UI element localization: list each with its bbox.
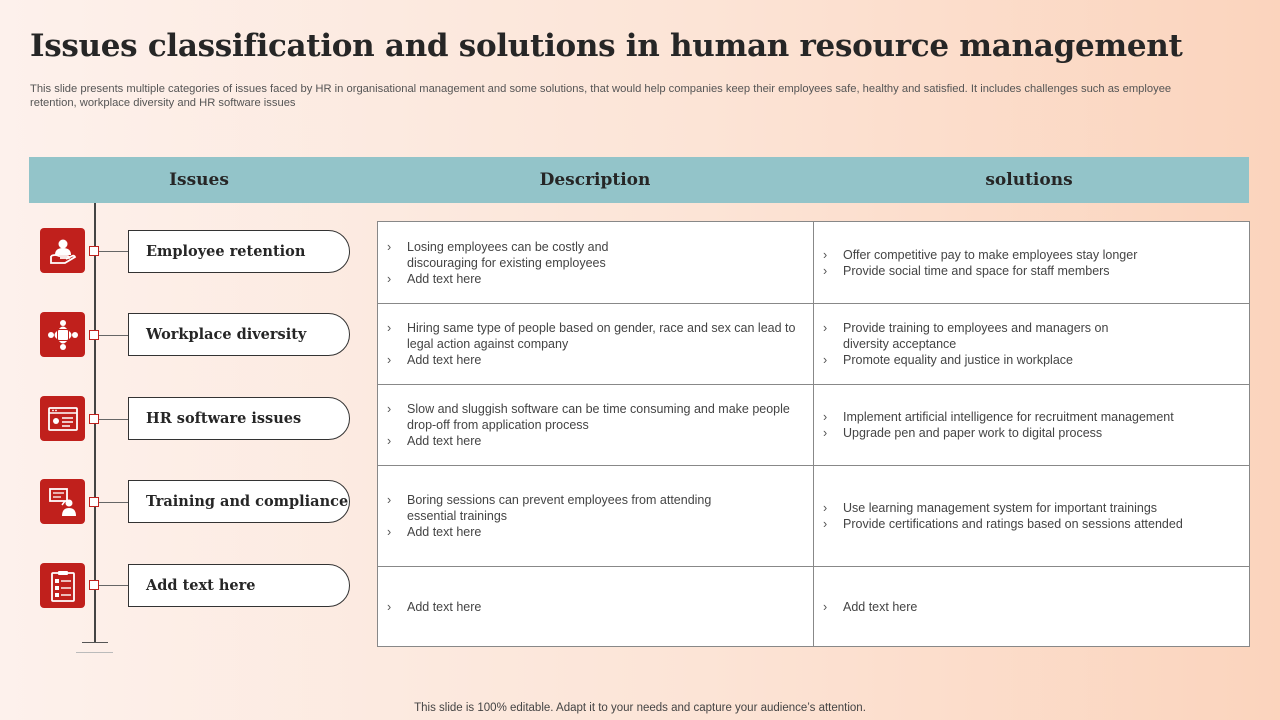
issue-training-compliance: Training and compliance — [128, 480, 350, 523]
timeline-connector — [99, 585, 128, 586]
table-header — [29, 157, 1249, 203]
table-row — [378, 384, 1249, 465]
description-bullet: › Boring sessions can prevent employees from attending essential trainings — [387, 493, 712, 523]
timeline-dot — [89, 497, 99, 507]
table-row — [378, 566, 1249, 646]
solution-bullet: › Provide training to employees and managers on diversity acceptance — [823, 321, 1109, 351]
header-description: Description — [539, 170, 651, 190]
training-presentation-icon — [40, 479, 85, 524]
header-solutions: solutions — [985, 170, 1073, 190]
timeline-base — [82, 642, 108, 643]
solution-bullet: › Provide certifications and ratings based on sessions attended — [823, 517, 1183, 531]
description-bullet: › Add text here — [387, 525, 482, 539]
header-issues: Issues — [169, 170, 229, 190]
description-cell — [378, 222, 814, 303]
table-row — [378, 465, 1249, 566]
description-bullet: › Add text here — [387, 434, 482, 448]
issue-hr-software: HR software issues — [128, 397, 350, 440]
solution-cell — [814, 567, 1249, 646]
description-cell — [378, 567, 814, 646]
solution-cell — [814, 222, 1249, 303]
issue-workplace-diversity: Workplace diversity — [128, 313, 350, 356]
solution-cell — [814, 304, 1249, 384]
timeline-dot — [89, 580, 99, 590]
solution-bullet: › Promote equality and justice in workplace — [823, 353, 1073, 367]
timeline-dot — [89, 414, 99, 424]
description-cell — [378, 304, 814, 384]
description-cell — [378, 466, 814, 566]
timeline-connector — [99, 419, 128, 420]
table-row — [378, 303, 1249, 384]
timeline-connector — [99, 502, 128, 503]
description-bullet: › Slow and sluggish software can be time consuming and make people drop-off from application process — [387, 402, 790, 432]
page-subtitle: This slide presents multiple categories of issues faced by HR in organisational management and some solutions, that would help companies keep their employees safe, healthy and satisfied. It includes challenges such as employee retention, workplace diversity and HR software issues — [30, 83, 1172, 109]
solution-bullet: › Upgrade pen and paper work to digital process — [823, 426, 1103, 440]
issue-employee-retention: Employee retention — [128, 230, 350, 273]
solution-bullet: › Offer competitive pay to make employees stay longer — [823, 247, 1138, 262]
description-cell — [378, 385, 814, 465]
timeline-dot — [89, 330, 99, 340]
table-row — [378, 222, 1249, 303]
timeline-base-shadow — [76, 652, 113, 653]
description-bullet: › Add text here — [387, 353, 482, 367]
page-title: Issues classification and solutions in human resource management — [30, 28, 1183, 64]
issue-add-text: Add text here — [128, 564, 350, 607]
timeline-dot — [89, 246, 99, 256]
solution-bullet: › Provide social time and space for staff members — [823, 263, 1110, 278]
timeline-connector — [99, 251, 128, 252]
description-bullet: › Losing employees can be costly and discouraging for existing employees — [387, 239, 609, 270]
description-bullet: › Add text here — [387, 599, 482, 614]
footer-note: This slide is 100% editable. Adapt it to your needs and capture your audience’s attention. — [414, 702, 866, 714]
solution-cell — [814, 466, 1249, 566]
description-bullet: › Add text here — [387, 271, 482, 286]
description-bullet: › Hiring same type of people based on gender, race and sex can lead to legal action against company — [387, 321, 796, 351]
issues-table — [377, 221, 1250, 647]
solution-bullet: › Implement artificial intelligence for recruitment management — [823, 410, 1174, 424]
solution-bullet: › Use learning management system for important trainings — [823, 501, 1158, 515]
software-screen-icon — [40, 396, 85, 441]
solution-bullet: › Add text here — [823, 599, 918, 614]
diversity-group-icon — [40, 312, 85, 357]
employee-hand-icon — [40, 228, 85, 273]
solution-cell — [814, 385, 1249, 465]
checklist-icon — [40, 563, 85, 608]
timeline-connector — [99, 335, 128, 336]
